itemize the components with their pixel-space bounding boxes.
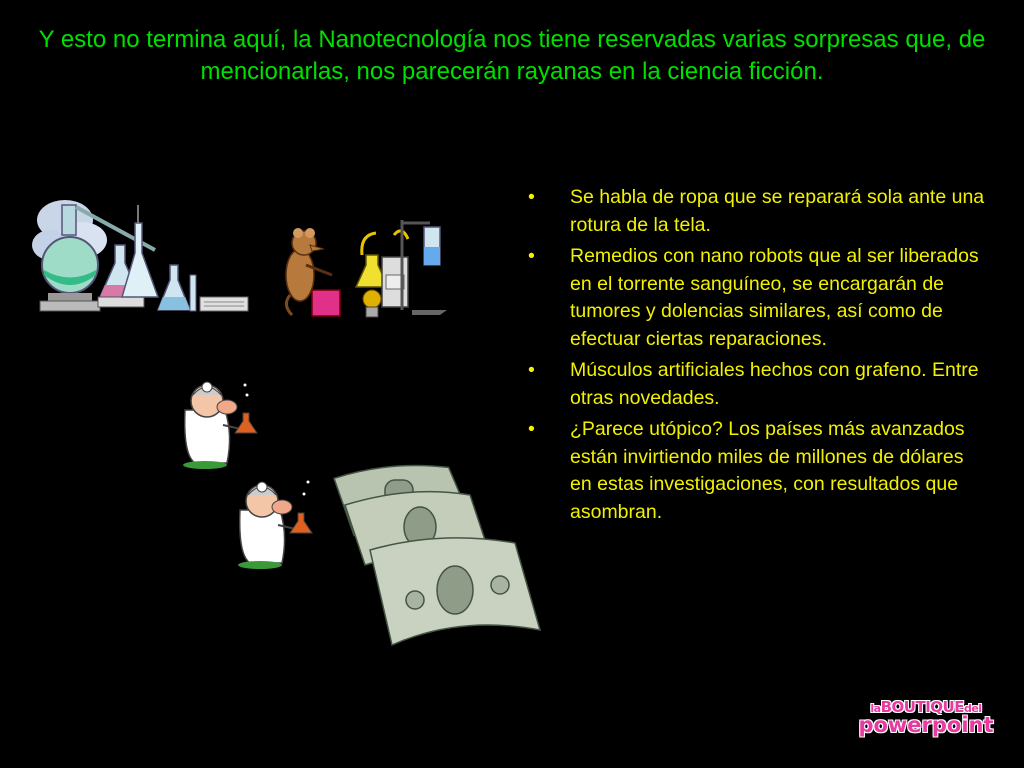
bullet-text: Se habla de ropa que se reparará sola ante una rotura de la tela. [570, 186, 985, 236]
list-item [528, 357, 988, 412]
slide-title: Y esto no termina aquí, la Nanotecnología nos tiene reservadas varias sorpresas que, de mencionarlas, nos parecerán rayanas en la ciencia ficción. [38, 26, 986, 85]
logo-line-2: powerpoint [858, 713, 994, 737]
list-item [528, 184, 988, 239]
bullet-list [528, 184, 988, 530]
bullet-text: ¿Parece utópico? Los países más avanzados están invirtiendo miles de millones de dólares en estas investigaciones, con resultados que asombran. [570, 418, 965, 523]
scientist-icon [175, 375, 275, 470]
bullet-marker: • [528, 359, 535, 381]
list-item [528, 416, 988, 526]
scientist-icon [228, 470, 328, 570]
lab-rat-icon [262, 215, 452, 323]
bullet-text: Músculos artificiales hechos con grafeno. Entre otras novedades. [570, 359, 979, 409]
bullet-marker: • [528, 245, 535, 267]
bullet-marker: • [528, 418, 535, 440]
bullet-marker: • [528, 186, 535, 208]
logo-prefix: la [870, 702, 881, 715]
logo-main: BOUTIQUE [880, 698, 964, 716]
list-item [528, 243, 988, 353]
bullet-text: Remedios con nano robots que al ser liberados en el torrente sanguíneo, se encargarán de tumores y dolencias similares, así como de efectuar ciertas reparaciones. [570, 245, 979, 350]
dollar-bills-icon [330, 455, 555, 670]
logo-suffix: del [963, 702, 982, 715]
boutique-logo [850, 700, 1002, 744]
laboratory-flasks-icon [30, 185, 260, 320]
